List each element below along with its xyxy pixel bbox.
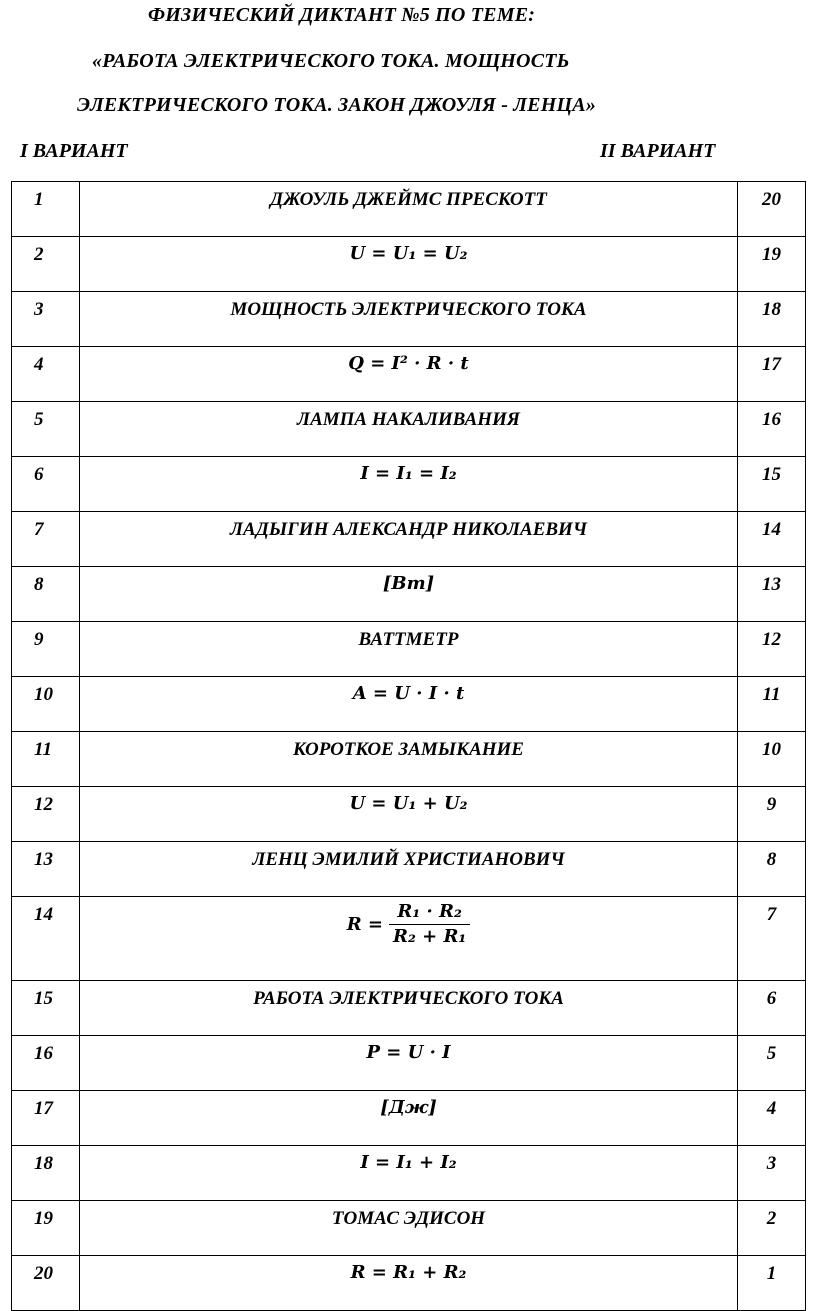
- variant-2-number: 2: [738, 1201, 806, 1256]
- variant-1-number: 15: [12, 981, 80, 1036]
- variant-2-number: 9: [738, 787, 806, 842]
- variant-2-number: 3: [738, 1146, 806, 1201]
- variant-1-number: 19: [12, 1201, 80, 1256]
- dictation-table: [11, 181, 806, 1311]
- fraction-denominator: R₂ + R₁: [393, 926, 467, 947]
- row-content: ВАТТМЕТР: [80, 622, 738, 677]
- row-content: ТОМАС ЭДИСОН: [80, 1201, 738, 1256]
- row-formula: U = U₁ + U₂: [80, 787, 738, 842]
- variant-2-number: 19: [738, 237, 806, 292]
- variant-1-number: 1: [12, 182, 80, 237]
- table-row: [12, 182, 806, 237]
- row-formula: I = I₁ + I₂: [80, 1146, 738, 1201]
- row-unit: [Дж]: [80, 1091, 738, 1146]
- row-formula: I = I₁ = I₂: [80, 457, 738, 512]
- variant-1-number: 2: [12, 237, 80, 292]
- row-content: РАБОТА ЭЛЕКТРИЧЕСКОГО ТОКА: [80, 981, 738, 1036]
- row-content: ДЖОУЛЬ ДЖЕЙМС ПРЕСКОТТ: [80, 182, 738, 237]
- row-unit: [Вт]: [80, 567, 738, 622]
- table-row: [12, 732, 806, 787]
- variant-2-number: 14: [738, 512, 806, 567]
- row-content: ЛАМПА НАКАЛИВАНИЯ: [80, 402, 738, 457]
- variant-1-number: 7: [12, 512, 80, 567]
- fraction: [389, 903, 470, 946]
- row-content: КОРОТКОЕ ЗАМЫКАНИЕ: [80, 732, 738, 787]
- fraction-numerator: R₁ · R₂: [389, 903, 470, 925]
- fraction-lhs: R =: [346, 913, 383, 935]
- row-formula-fraction: [80, 897, 738, 981]
- row-formula: U = U₁ = U₂: [80, 237, 738, 292]
- variant-2-number: 16: [738, 402, 806, 457]
- table-row: [12, 1201, 806, 1256]
- variant-2-number: 8: [738, 842, 806, 897]
- table-row: [12, 677, 806, 732]
- variant-2-number: 7: [738, 897, 806, 981]
- variant-1-number: 9: [12, 622, 80, 677]
- row-formula: A = U · I · t: [80, 677, 738, 732]
- table-row: [12, 237, 806, 292]
- variant-1-number: 3: [12, 292, 80, 347]
- row-content: МОЩНОСТЬ ЭЛЕКТРИЧЕСКОГО ТОКА: [80, 292, 738, 347]
- variant-1-number: 8: [12, 567, 80, 622]
- variant-1-number: 20: [12, 1256, 80, 1311]
- variant-1-number: 18: [12, 1146, 80, 1201]
- variant-1-number: 13: [12, 842, 80, 897]
- variant-2-number: 11: [738, 677, 806, 732]
- variant-2-number: 15: [738, 457, 806, 512]
- row-formula: P = U · I: [80, 1036, 738, 1091]
- variant-2-number: 18: [738, 292, 806, 347]
- table-row: [12, 292, 806, 347]
- row-content: ЛЕНЦ ЭМИЛИЙ ХРИСТИАНОВИЧ: [80, 842, 738, 897]
- table-row: [12, 787, 806, 842]
- row-formula: R = R₁ + R₂: [80, 1256, 738, 1311]
- table-row: [12, 1256, 806, 1311]
- variant-2-number: 17: [738, 347, 806, 402]
- variant-2-label: II ВАРИАНТ: [600, 140, 716, 162]
- variant-1-number: 10: [12, 677, 80, 732]
- table-row: [12, 1091, 806, 1146]
- title-line-2: «РАБОТА ЭЛЕКТРИЧЕСКОГО ТОКА. МОЩНОСТЬ: [92, 50, 570, 72]
- table-row: [12, 1036, 806, 1091]
- table-row: [12, 1146, 806, 1201]
- title-line-1: ФИЗИЧЕСКИЙ ДИКТАНТ №5 ПО ТЕМЕ:: [148, 4, 536, 26]
- variant-1-number: 4: [12, 347, 80, 402]
- variant-2-number: 13: [738, 567, 806, 622]
- variant-1-number: 16: [12, 1036, 80, 1091]
- table-row: [12, 402, 806, 457]
- table-row: [12, 512, 806, 567]
- variant-2-number: 1: [738, 1256, 806, 1311]
- variant-2-number: 10: [738, 732, 806, 787]
- variant-1-number: 17: [12, 1091, 80, 1146]
- variant-1-number: 14: [12, 897, 80, 981]
- row-formula: Q = I² · R · t: [80, 347, 738, 402]
- table-row: [12, 842, 806, 897]
- variant-1-number: 12: [12, 787, 80, 842]
- row-content: ЛАДЫГИН АЛЕКСАНДР НИКОЛАЕВИЧ: [80, 512, 738, 567]
- variant-1-number: 6: [12, 457, 80, 512]
- variant-2-number: 5: [738, 1036, 806, 1091]
- variant-2-number: 12: [738, 622, 806, 677]
- title-line-3: ЭЛЕКТРИЧЕСКОГО ТОКА. ЗАКОН ДЖОУЛЯ - ЛЕНЦА»: [77, 94, 596, 116]
- table-row: [12, 897, 806, 981]
- variant-1-number: 11: [12, 732, 80, 787]
- variant-1-label: I ВАРИАНТ: [20, 140, 128, 162]
- table-row: [12, 347, 806, 402]
- variant-2-number: 20: [738, 182, 806, 237]
- table-row: [12, 622, 806, 677]
- variant-1-number: 5: [12, 402, 80, 457]
- variant-2-number: 6: [738, 981, 806, 1036]
- table-row: [12, 981, 806, 1036]
- table-row: [12, 567, 806, 622]
- table-row: [12, 457, 806, 512]
- variant-2-number: 4: [738, 1091, 806, 1146]
